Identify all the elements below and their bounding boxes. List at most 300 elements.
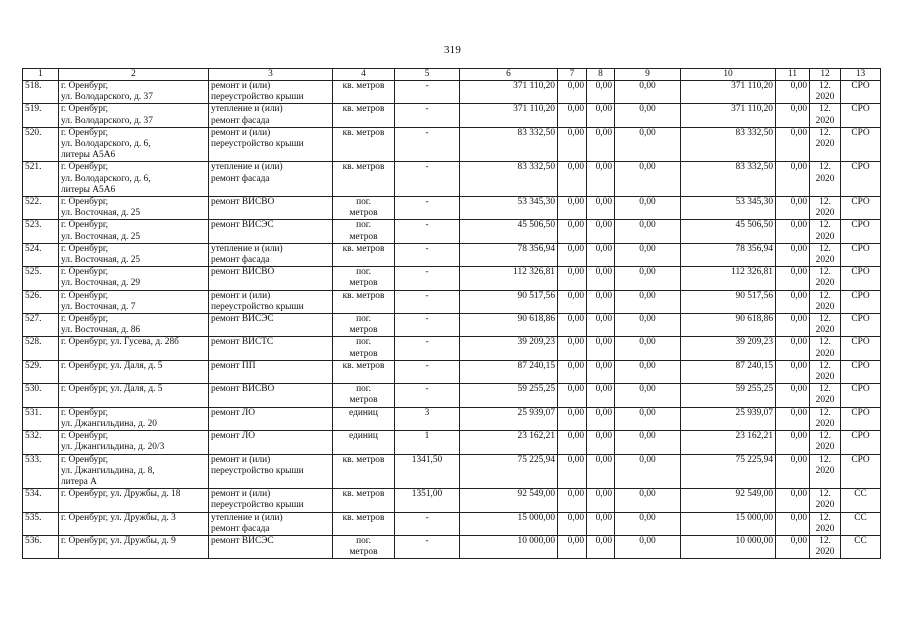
total-cost-cell: 45 506,50 [460, 220, 558, 243]
fund-cost-cell: 112 326,81 [681, 267, 776, 290]
unit-cell-line: пог. [356, 220, 371, 231]
col7-cell: 0,00 [558, 290, 587, 313]
address-cell-line: г. Оренбург, [61, 290, 109, 301]
unit-cell-line: кв. метров [342, 127, 385, 138]
unit-cell-line: метров [349, 547, 378, 558]
col8-cell: 0,00 [587, 243, 615, 266]
period-cell-line: 12. [819, 267, 831, 278]
period-cell [810, 512, 841, 535]
col9-cell: 0,00 [615, 197, 681, 220]
work-type-cell [209, 267, 333, 290]
address-cell-line: ул. Восточная, д. 7 [61, 301, 136, 312]
unit-cell-line: кв. метров [342, 489, 385, 500]
address-cell [59, 243, 209, 266]
col7-cell: 0,00 [558, 162, 587, 197]
address-cell-line: ул. Володарского, д. 37 [61, 92, 153, 103]
period-cell-line: 12. [819, 535, 831, 546]
col7-cell: 0,00 [558, 407, 587, 430]
col8-cell: 0,00 [587, 81, 615, 104]
address-cell-line: ул. Восточная, д. 25 [61, 255, 141, 266]
address-cell-line: г. Оренбург, [61, 407, 109, 418]
col8-cell: 0,00 [587, 489, 615, 512]
table-row [23, 127, 881, 162]
quantity-cell: 3 [395, 407, 460, 430]
col11-cell: 0,00 [776, 535, 810, 558]
table-row [23, 512, 881, 535]
address-cell-line: г. Оренбург, ул. Даля, д. 5 [61, 360, 163, 371]
address-cell-line: литера А [61, 476, 97, 487]
address-cell [59, 197, 209, 220]
unit-cell [333, 360, 395, 383]
work-type-cell [209, 220, 333, 243]
column-header-9: 9 [615, 69, 681, 81]
period-cell-line: 12. [819, 162, 831, 173]
col7-cell: 0,00 [558, 431, 587, 454]
period-cell-line: 2020 [815, 395, 835, 406]
work-type-cell [209, 337, 333, 360]
col9-cell: 0,00 [615, 431, 681, 454]
unit-cell [333, 290, 395, 313]
fund-cost-cell: 90 517,56 [681, 290, 776, 313]
quantity-cell: - [395, 384, 460, 407]
unit-cell [333, 243, 395, 266]
column-header-12: 12 [810, 69, 841, 81]
address-cell-line: ул. Володарского, д. 37 [61, 115, 153, 126]
fund-cost-cell: 90 618,86 [681, 314, 776, 337]
fund-cost-cell: 10 000,00 [681, 535, 776, 558]
fund-cost-cell: 75 225,94 [681, 454, 776, 489]
method-cell: СРО [841, 267, 881, 290]
column-header-2: 2 [59, 69, 209, 81]
fund-cost-cell: 92 549,00 [681, 489, 776, 512]
col9-cell: 0,00 [615, 127, 681, 162]
period-cell [810, 197, 841, 220]
work-type-cell-line: ремонт и (или) [211, 290, 271, 301]
col7-cell: 0,00 [558, 104, 587, 127]
total-cost-cell: 59 255,25 [460, 384, 558, 407]
unit-cell [333, 431, 395, 454]
unit-cell [333, 384, 395, 407]
unit-cell-line: метров [349, 208, 378, 219]
period-cell [810, 314, 841, 337]
col7-cell: 0,00 [558, 314, 587, 337]
table-row [23, 407, 881, 430]
work-type-cell-line: ремонт фасада [211, 173, 270, 184]
col7-cell: 0,00 [558, 454, 587, 489]
total-cost-cell: 23 162,21 [460, 431, 558, 454]
total-cost-cell: 92 549,00 [460, 489, 558, 512]
method-cell: СРО [841, 81, 881, 104]
unit-cell [333, 314, 395, 337]
total-cost-cell: 90 618,86 [460, 314, 558, 337]
column-header-3: 3 [209, 69, 333, 81]
period-cell-line: 2020 [815, 418, 835, 429]
total-cost-cell: 87 240,15 [460, 360, 558, 383]
work-type-cell [209, 197, 333, 220]
row-number: 530. [23, 384, 59, 407]
col7-cell: 0,00 [558, 360, 587, 383]
unit-cell [333, 337, 395, 360]
period-cell-line: 12. [819, 197, 831, 208]
unit-cell [333, 454, 395, 489]
quantity-cell: - [395, 360, 460, 383]
column-header-7: 7 [558, 69, 587, 81]
work-type-cell-line: ремонт ВИСЭС [211, 220, 274, 231]
total-cost-cell: 25 939,07 [460, 407, 558, 430]
period-cell [810, 220, 841, 243]
col8-cell: 0,00 [587, 431, 615, 454]
period-cell-line: 12. [819, 489, 831, 500]
unit-cell-line: пог. [356, 384, 371, 395]
address-cell [59, 535, 209, 558]
table-row [23, 314, 881, 337]
method-cell: СРО [841, 431, 881, 454]
fund-cost-cell: 83 332,50 [681, 127, 776, 162]
unit-cell-line: пог. [356, 337, 371, 348]
table-row [23, 431, 881, 454]
work-type-cell-line: утепление и (или) [211, 162, 283, 173]
quantity-cell: - [395, 267, 460, 290]
period-cell-line: 2020 [815, 208, 835, 219]
col11-cell: 0,00 [776, 360, 810, 383]
work-type-cell [209, 384, 333, 407]
total-cost-cell: 371 110,20 [460, 81, 558, 104]
col9-cell: 0,00 [615, 384, 681, 407]
unit-cell [333, 512, 395, 535]
col9-cell: 0,00 [615, 243, 681, 266]
method-cell: СРО [841, 243, 881, 266]
work-type-cell [209, 127, 333, 162]
col7-cell: 0,00 [558, 535, 587, 558]
method-cell: СРО [841, 314, 881, 337]
method-cell: СС [841, 512, 881, 535]
period-cell-line: 2020 [815, 92, 835, 103]
unit-cell-line: пог. [356, 197, 371, 208]
period-cell-line: 2020 [815, 255, 835, 266]
col9-cell: 0,00 [615, 512, 681, 535]
total-cost-cell: 83 332,50 [460, 127, 558, 162]
work-type-cell [209, 104, 333, 127]
col8-cell: 0,00 [587, 104, 615, 127]
address-cell [59, 337, 209, 360]
work-type-cell-line: ремонт ВИСЭС [211, 535, 274, 546]
address-cell-line: ул. Джангильдина, д. 8, [61, 465, 155, 476]
work-type-cell-line: переустройство крыши [211, 92, 304, 103]
period-cell-line: 12. [819, 243, 831, 254]
work-type-cell-line: переустройство крыши [211, 139, 304, 150]
col7-cell: 0,00 [558, 384, 587, 407]
work-type-cell [209, 535, 333, 558]
period-cell-line: 2020 [815, 173, 835, 184]
period-cell [810, 81, 841, 104]
address-cell-line: ул. Восточная, д. 25 [61, 208, 141, 219]
col8-cell: 0,00 [587, 384, 615, 407]
col7-cell: 0,00 [558, 81, 587, 104]
unit-cell-line: метров [349, 231, 378, 242]
row-number: 531. [23, 407, 59, 430]
method-cell: СС [841, 535, 881, 558]
column-header-1: 1 [23, 69, 59, 81]
col11-cell: 0,00 [776, 337, 810, 360]
work-type-cell-line: ремонт фасада [211, 523, 270, 534]
address-cell [59, 290, 209, 313]
address-cell [59, 162, 209, 197]
col7-cell: 0,00 [558, 197, 587, 220]
row-number: 532. [23, 431, 59, 454]
method-cell: СРО [841, 127, 881, 162]
work-type-cell [209, 489, 333, 512]
col11-cell: 0,00 [776, 454, 810, 489]
work-type-cell-line: утепление и (или) [211, 243, 283, 254]
method-cell: СРО [841, 290, 881, 313]
col7-cell: 0,00 [558, 267, 587, 290]
address-cell [59, 127, 209, 162]
column-header-10: 10 [681, 69, 776, 81]
work-type-cell-line: ремонт ВИСВО [211, 384, 275, 395]
quantity-cell: 1 [395, 431, 460, 454]
period-cell-line: 2020 [815, 278, 835, 289]
unit-cell-line: метров [349, 325, 378, 336]
table-row [23, 454, 881, 489]
col8-cell: 0,00 [587, 197, 615, 220]
col11-cell: 0,00 [776, 314, 810, 337]
table-row [23, 104, 881, 127]
row-number: 520. [23, 127, 59, 162]
work-type-cell-line: ремонт фасада [211, 255, 270, 266]
total-cost-cell: 83 332,50 [460, 162, 558, 197]
unit-cell-line: кв. метров [342, 290, 385, 301]
total-cost-cell: 53 345,30 [460, 197, 558, 220]
col9-cell: 0,00 [615, 454, 681, 489]
total-cost-cell: 39 209,23 [460, 337, 558, 360]
address-cell [59, 360, 209, 383]
fund-cost-cell: 39 209,23 [681, 337, 776, 360]
column-header-4: 4 [333, 69, 395, 81]
unit-cell-line: метров [349, 348, 378, 359]
col8-cell: 0,00 [587, 360, 615, 383]
address-cell [59, 384, 209, 407]
address-cell [59, 81, 209, 104]
quantity-cell: - [395, 337, 460, 360]
work-type-cell [209, 407, 333, 430]
period-cell-line: 2020 [815, 372, 835, 383]
address-cell [59, 220, 209, 243]
address-cell-line: г. Оренбург, [61, 267, 109, 278]
period-cell-line: 2020 [815, 523, 835, 534]
period-cell-line: 12. [819, 290, 831, 301]
fund-cost-cell: 15 000,00 [681, 512, 776, 535]
address-cell-line: г. Оренбург, ул. Дружбы, д. 9 [61, 535, 176, 546]
work-type-cell [209, 454, 333, 489]
address-cell [59, 104, 209, 127]
period-cell-line: 12. [819, 337, 831, 348]
period-cell-line: 2020 [815, 500, 835, 511]
work-type-cell-line: ремонт фасада [211, 115, 270, 126]
method-cell: СРО [841, 360, 881, 383]
period-cell [810, 360, 841, 383]
col11-cell: 0,00 [776, 431, 810, 454]
period-cell-line: 12. [819, 314, 831, 325]
address-cell [59, 267, 209, 290]
col8-cell: 0,00 [587, 267, 615, 290]
col8-cell: 0,00 [587, 220, 615, 243]
row-number: 525. [23, 267, 59, 290]
fund-cost-cell: 371 110,20 [681, 104, 776, 127]
address-cell [59, 407, 209, 430]
unit-cell-line: метров [349, 395, 378, 406]
col11-cell: 0,00 [776, 220, 810, 243]
col7-cell: 0,00 [558, 220, 587, 243]
quantity-cell: - [395, 512, 460, 535]
col9-cell: 0,00 [615, 104, 681, 127]
fund-cost-cell: 59 255,25 [681, 384, 776, 407]
unit-cell [333, 407, 395, 430]
fund-cost-cell: 83 332,50 [681, 162, 776, 197]
col11-cell: 0,00 [776, 81, 810, 104]
column-header-5: 5 [395, 69, 460, 81]
period-cell [810, 384, 841, 407]
unit-cell [333, 197, 395, 220]
work-type-cell [209, 290, 333, 313]
period-cell [810, 535, 841, 558]
col11-cell: 0,00 [776, 197, 810, 220]
work-type-cell-line: ремонт ВИСТС [211, 337, 274, 348]
address-cell-line: ул. Володарского, д. 6, [61, 139, 151, 150]
address-cell-line: г. Оренбург, [61, 431, 109, 442]
col11-cell: 0,00 [776, 104, 810, 127]
work-type-cell-line: ремонт ЛО [211, 431, 256, 442]
quantity-cell: - [395, 127, 460, 162]
unit-cell-line: кв. метров [342, 512, 385, 523]
row-number: 533. [23, 454, 59, 489]
col11-cell: 0,00 [776, 127, 810, 162]
method-cell: СРО [841, 220, 881, 243]
quantity-cell: - [395, 81, 460, 104]
col8-cell: 0,00 [587, 162, 615, 197]
fund-cost-cell: 371 110,20 [681, 81, 776, 104]
unit-cell-line: кв. метров [342, 243, 385, 254]
table-row [23, 360, 881, 383]
address-cell-line: г. Оренбург, ул. Даля, д. 5 [61, 384, 163, 395]
address-cell [59, 314, 209, 337]
col8-cell: 0,00 [587, 127, 615, 162]
method-cell: СРО [841, 104, 881, 127]
address-cell-line: ул. Джангильдина, д. 20/3 [61, 442, 165, 453]
address-cell-line: ул. Восточная, д. 25 [61, 231, 141, 242]
col8-cell: 0,00 [587, 454, 615, 489]
col11-cell: 0,00 [776, 162, 810, 197]
table-row [23, 81, 881, 104]
column-header-11: 11 [776, 69, 810, 81]
table-row [23, 162, 881, 197]
work-type-cell-line: утепление и (или) [211, 104, 283, 115]
work-type-cell-line: переустройство крыши [211, 301, 304, 312]
period-cell-line: 12. [819, 360, 831, 371]
total-cost-cell: 75 225,94 [460, 454, 558, 489]
quantity-cell: - [395, 162, 460, 197]
period-cell [810, 127, 841, 162]
unit-cell-line: кв. метров [342, 454, 385, 465]
unit-cell-line: метров [349, 278, 378, 289]
address-cell-line: г. Оренбург, ул. Дружбы, д. 3 [61, 512, 176, 523]
table-row [23, 337, 881, 360]
row-number: 527. [23, 314, 59, 337]
row-number: 524. [23, 243, 59, 266]
row-number: 528. [23, 337, 59, 360]
work-type-cell [209, 360, 333, 383]
quantity-cell: 1351,00 [395, 489, 460, 512]
work-type-cell-line: ремонт ВИСВО [211, 197, 275, 208]
unit-cell [333, 104, 395, 127]
col9-cell: 0,00 [615, 407, 681, 430]
table-row [23, 267, 881, 290]
unit-cell-line: пог. [356, 314, 371, 325]
fund-cost-cell: 25 939,07 [681, 407, 776, 430]
address-cell [59, 454, 209, 489]
row-number: 521. [23, 162, 59, 197]
row-number: 535. [23, 512, 59, 535]
col11-cell: 0,00 [776, 243, 810, 266]
col7-cell: 0,00 [558, 243, 587, 266]
row-number: 518. [23, 81, 59, 104]
period-cell-line: 12. [819, 81, 831, 91]
address-cell-line: ул. Володарского, д. 6, [61, 173, 151, 184]
col11-cell: 0,00 [776, 489, 810, 512]
fund-cost-cell: 45 506,50 [681, 220, 776, 243]
unit-cell [333, 81, 395, 104]
address-cell-line: ул. Восточная, д. 29 [61, 278, 141, 289]
row-number: 522. [23, 197, 59, 220]
fund-cost-cell: 53 345,30 [681, 197, 776, 220]
col8-cell: 0,00 [587, 337, 615, 360]
address-cell-line: г. Оренбург, [61, 454, 109, 465]
quantity-cell: - [395, 197, 460, 220]
work-type-cell-line: ремонт и (или) [211, 489, 271, 500]
period-cell [810, 454, 841, 489]
col7-cell: 0,00 [558, 489, 587, 512]
period-cell-line: 2020 [815, 115, 835, 126]
col9-cell: 0,00 [615, 314, 681, 337]
address-cell [59, 489, 209, 512]
unit-cell-line: единиц [349, 407, 378, 418]
address-cell-line: г. Оренбург, [61, 127, 109, 138]
col9-cell: 0,00 [615, 360, 681, 383]
unit-cell [333, 127, 395, 162]
col8-cell: 0,00 [587, 290, 615, 313]
col9-cell: 0,00 [615, 81, 681, 104]
row-number: 536. [23, 535, 59, 558]
unit-cell-line: кв. метров [342, 81, 385, 91]
method-cell: СРО [841, 454, 881, 489]
method-cell: СРО [841, 407, 881, 430]
col7-cell: 0,00 [558, 127, 587, 162]
table-body [23, 81, 881, 559]
table-row [23, 220, 881, 243]
period-cell-line: 12. [819, 220, 831, 231]
work-type-cell-line: переустройство крыши [211, 500, 304, 511]
period-cell-line: 12. [819, 512, 831, 523]
col8-cell: 0,00 [587, 407, 615, 430]
period-cell-line: 12. [819, 407, 831, 418]
period-cell-line: 12. [819, 127, 831, 138]
address-cell [59, 431, 209, 454]
period-cell [810, 489, 841, 512]
col8-cell: 0,00 [587, 535, 615, 558]
period-cell-line: 2020 [815, 465, 835, 476]
work-type-cell-line: ремонт и (или) [211, 454, 271, 465]
col9-cell: 0,00 [615, 267, 681, 290]
unit-cell-line: пог. [356, 267, 371, 278]
